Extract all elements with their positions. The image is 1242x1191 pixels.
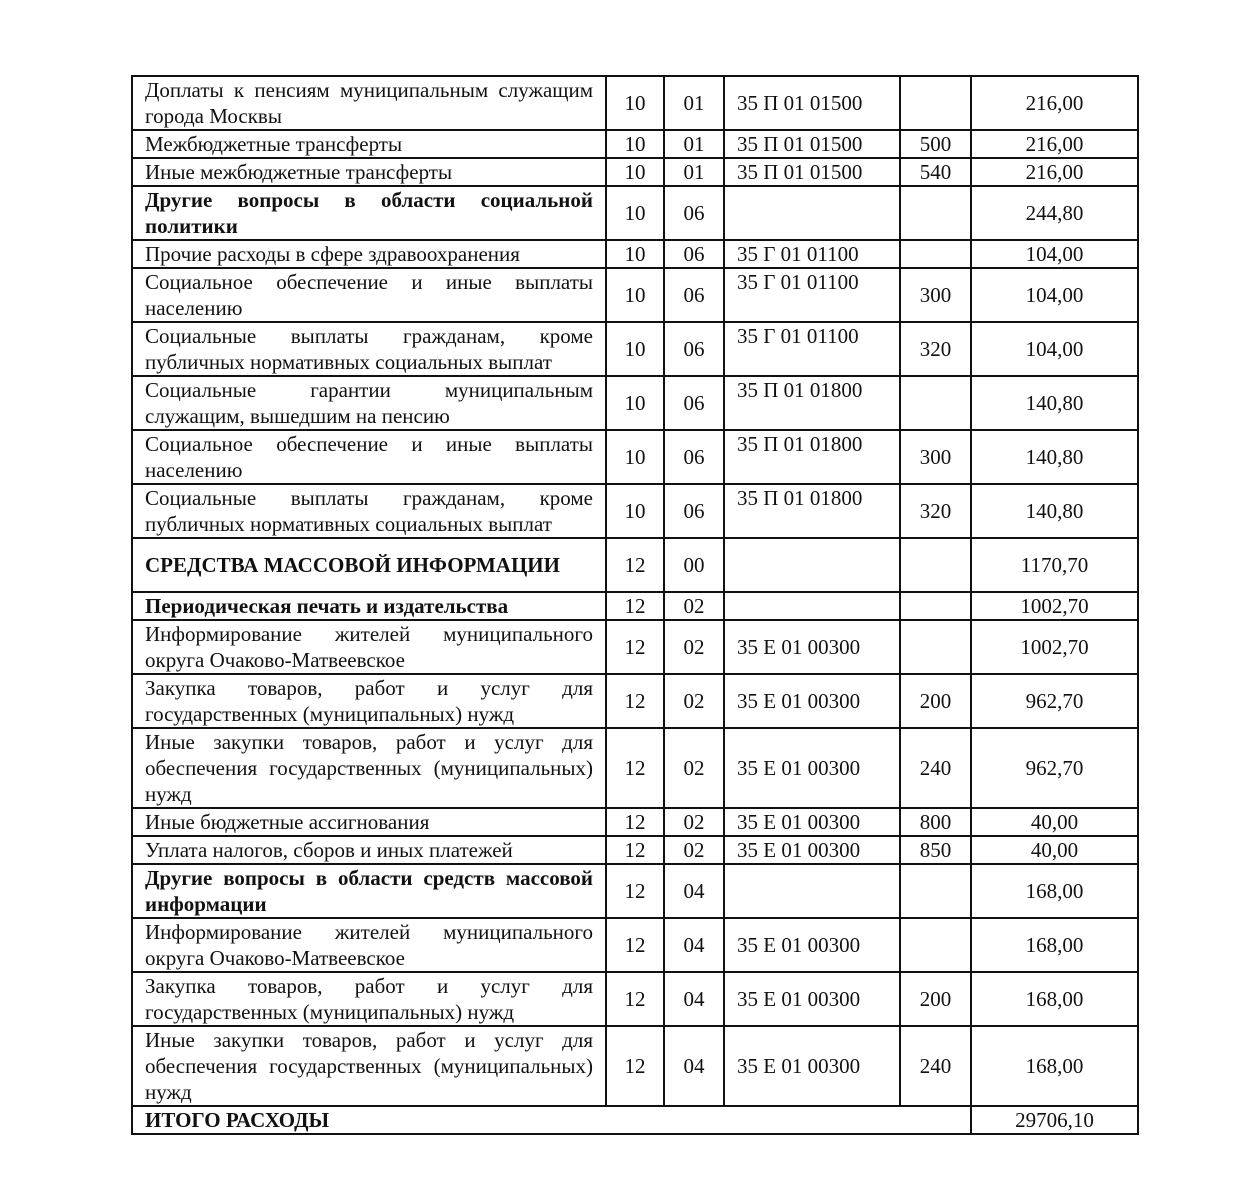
table-row xyxy=(132,376,1138,430)
row-section-code: 12 xyxy=(606,674,664,728)
table-row xyxy=(132,972,1138,1026)
row-name: Социальные гарантии муниципальным служащим, вышедшим на пенсию xyxy=(132,376,606,430)
row-expense-type: 540 xyxy=(900,158,971,186)
row-section-code: 12 xyxy=(606,592,664,620)
row-subsection-code: 06 xyxy=(664,240,724,268)
row-expense-type: 200 xyxy=(900,674,971,728)
table-row xyxy=(132,322,1138,376)
row-amount: 168,00 xyxy=(971,864,1138,918)
row-subsection-code: 02 xyxy=(664,674,724,728)
row-target-article: 35 Е 01 00300 xyxy=(724,918,900,972)
row-target-article xyxy=(724,864,900,918)
row-section-code: 12 xyxy=(606,620,664,674)
row-target-article xyxy=(724,538,900,592)
row-section-code: 12 xyxy=(606,728,664,808)
table-row xyxy=(132,484,1138,538)
row-amount: 1002,70 xyxy=(971,620,1138,674)
row-name: Социальное обеспечение и иные выплаты населению xyxy=(132,430,606,484)
row-name: Иные межбюджетные трансферты xyxy=(132,158,606,186)
row-target-article: 35 Г 01 01100 xyxy=(724,240,900,268)
table-row xyxy=(132,158,1138,186)
row-expense-type: 320 xyxy=(900,322,971,376)
table-row xyxy=(132,76,1138,130)
row-target-article: 35 Е 01 00300 xyxy=(724,972,900,1026)
row-subsection-code: 06 xyxy=(664,186,724,240)
row-amount: 1002,70 xyxy=(971,592,1138,620)
row-target-article: 35 Е 01 00300 xyxy=(724,836,900,864)
row-section-code: 10 xyxy=(606,158,664,186)
table-row xyxy=(132,268,1138,322)
row-name: Иные закупки товаров, работ и услуг для обеспечения государственных (муниципальных) нужд xyxy=(132,728,606,808)
row-amount: 40,00 xyxy=(971,808,1138,836)
row-target-article: 35 Е 01 00300 xyxy=(724,728,900,808)
row-subsection-code: 04 xyxy=(664,972,724,1026)
row-expense-type: 240 xyxy=(900,1026,971,1106)
table-row xyxy=(132,1026,1138,1106)
row-target-article: 35 П 01 01500 xyxy=(724,130,900,158)
row-section-code: 12 xyxy=(606,836,664,864)
row-name: Социальные выплаты гражданам, кроме публичных нормативных социальных выплат xyxy=(132,484,606,538)
row-target-article: 35 П 01 01500 xyxy=(724,76,900,130)
row-target-article: 35 Е 01 00300 xyxy=(724,620,900,674)
row-section-code: 10 xyxy=(606,376,664,430)
row-subsection-code: 04 xyxy=(664,918,724,972)
row-amount: 140,80 xyxy=(971,376,1138,430)
row-target-article xyxy=(724,186,900,240)
row-name: Иные бюджетные ассигнования xyxy=(132,808,606,836)
row-name: Социальное обеспечение и иные выплаты населению xyxy=(132,268,606,322)
row-section-code: 10 xyxy=(606,76,664,130)
row-expense-type: 800 xyxy=(900,808,971,836)
table-row xyxy=(132,592,1138,620)
row-amount: 104,00 xyxy=(971,322,1138,376)
row-expense-type xyxy=(900,620,971,674)
row-subsection-code: 06 xyxy=(664,484,724,538)
row-expense-type xyxy=(900,918,971,972)
table-row xyxy=(132,620,1138,674)
row-section-code: 10 xyxy=(606,186,664,240)
row-subsection-code: 04 xyxy=(664,1026,724,1106)
row-expense-type xyxy=(900,76,971,130)
row-amount: 168,00 xyxy=(971,972,1138,1026)
row-subsection-code: 01 xyxy=(664,76,724,130)
row-expense-type xyxy=(900,376,971,430)
row-name: Уплата налогов, сборов и иных платежей xyxy=(132,836,606,864)
row-expense-type xyxy=(900,592,971,620)
row-expense-type xyxy=(900,186,971,240)
table-row xyxy=(132,430,1138,484)
row-amount: 216,00 xyxy=(971,158,1138,186)
row-amount: 962,70 xyxy=(971,728,1138,808)
row-name: Иные закупки товаров, работ и услуг для обеспечения государственных (муниципальных) нужд xyxy=(132,1026,606,1106)
total-row xyxy=(132,1106,1138,1134)
row-amount: 244,80 xyxy=(971,186,1138,240)
row-amount: 140,80 xyxy=(971,430,1138,484)
table-row xyxy=(132,130,1138,158)
row-section-code: 10 xyxy=(606,268,664,322)
row-section-code: 12 xyxy=(606,538,664,592)
row-name: СРЕДСТВА МАССОВОЙ ИНФОРМАЦИИ xyxy=(132,538,606,592)
row-subsection-code: 06 xyxy=(664,268,724,322)
row-target-article xyxy=(724,592,900,620)
row-target-article: 35 П 01 01500 xyxy=(724,158,900,186)
table-row xyxy=(132,808,1138,836)
row-name: Другие вопросы в области социальной политики xyxy=(132,186,606,240)
row-subsection-code: 01 xyxy=(664,130,724,158)
row-subsection-code: 06 xyxy=(664,322,724,376)
row-subsection-code: 04 xyxy=(664,864,724,918)
row-subsection-code: 02 xyxy=(664,836,724,864)
row-subsection-code: 06 xyxy=(664,376,724,430)
total-amount: 29706,10 xyxy=(971,1106,1138,1134)
row-amount: 216,00 xyxy=(971,76,1138,130)
row-target-article: 35 Г 01 01100 xyxy=(724,268,900,322)
row-amount: 1170,70 xyxy=(971,538,1138,592)
table-row xyxy=(132,538,1138,592)
table-row xyxy=(132,918,1138,972)
row-expense-type xyxy=(900,864,971,918)
budget-sheet xyxy=(131,75,1139,1135)
table-row xyxy=(132,836,1138,864)
row-name: Социальные выплаты гражданам, кроме публичных нормативных социальных выплат xyxy=(132,322,606,376)
table-row xyxy=(132,728,1138,808)
row-section-code: 12 xyxy=(606,1026,664,1106)
row-expense-type xyxy=(900,538,971,592)
row-expense-type: 320 xyxy=(900,484,971,538)
row-amount: 962,70 xyxy=(971,674,1138,728)
row-target-article: 35 Е 01 00300 xyxy=(724,674,900,728)
row-section-code: 10 xyxy=(606,484,664,538)
row-section-code: 10 xyxy=(606,430,664,484)
row-target-article: 35 Е 01 00300 xyxy=(724,1026,900,1106)
budget-table xyxy=(131,75,1139,1135)
table-row xyxy=(132,674,1138,728)
row-section-code: 12 xyxy=(606,864,664,918)
row-amount: 104,00 xyxy=(971,240,1138,268)
row-amount: 104,00 xyxy=(971,268,1138,322)
row-expense-type xyxy=(900,240,971,268)
total-label: ИТОГО РАСХОДЫ xyxy=(132,1106,971,1134)
table-row xyxy=(132,864,1138,918)
row-name: Закупка товаров, работ и услуг для государственных (муниципальных) нужд xyxy=(132,674,606,728)
row-name: Доплаты к пенсиям муниципальным служащим города Москвы xyxy=(132,76,606,130)
row-name: Информирование жителей муниципального округа Очаково-Матвеевское xyxy=(132,918,606,972)
row-name: Информирование жителей муниципального округа Очаково-Матвеевское xyxy=(132,620,606,674)
row-expense-type: 500 xyxy=(900,130,971,158)
table-row xyxy=(132,186,1138,240)
row-section-code: 12 xyxy=(606,918,664,972)
row-expense-type: 200 xyxy=(900,972,971,1026)
row-expense-type: 850 xyxy=(900,836,971,864)
row-amount: 168,00 xyxy=(971,918,1138,972)
row-target-article: 35 П 01 01800 xyxy=(724,430,900,484)
row-subsection-code: 01 xyxy=(664,158,724,186)
row-amount: 40,00 xyxy=(971,836,1138,864)
row-target-article: 35 Г 01 01100 xyxy=(724,322,900,376)
row-expense-type: 300 xyxy=(900,430,971,484)
row-name: Прочие расходы в сфере здравоохранения xyxy=(132,240,606,268)
row-target-article: 35 Е 01 00300 xyxy=(724,808,900,836)
row-name: Межбюджетные трансферты xyxy=(132,130,606,158)
row-amount: 216,00 xyxy=(971,130,1138,158)
row-section-code: 10 xyxy=(606,130,664,158)
row-subsection-code: 06 xyxy=(664,430,724,484)
row-target-article: 35 П 01 01800 xyxy=(724,484,900,538)
row-expense-type: 300 xyxy=(900,268,971,322)
row-name: Периодическая печать и издательства xyxy=(132,592,606,620)
row-section-code: 10 xyxy=(606,322,664,376)
row-section-code: 10 xyxy=(606,240,664,268)
row-amount: 168,00 xyxy=(971,1026,1138,1106)
row-name: Закупка товаров, работ и услуг для государственных (муниципальных) нужд xyxy=(132,972,606,1026)
row-subsection-code: 00 xyxy=(664,538,724,592)
row-section-code: 12 xyxy=(606,972,664,1026)
budget-table-body xyxy=(132,76,1138,1106)
row-subsection-code: 02 xyxy=(664,728,724,808)
table-row xyxy=(132,240,1138,268)
row-subsection-code: 02 xyxy=(664,808,724,836)
row-section-code: 12 xyxy=(606,808,664,836)
row-expense-type: 240 xyxy=(900,728,971,808)
row-amount: 140,80 xyxy=(971,484,1138,538)
row-name: Другие вопросы в области средств массовой информации xyxy=(132,864,606,918)
row-subsection-code: 02 xyxy=(664,592,724,620)
row-subsection-code: 02 xyxy=(664,620,724,674)
row-target-article: 35 П 01 01800 xyxy=(724,376,900,430)
